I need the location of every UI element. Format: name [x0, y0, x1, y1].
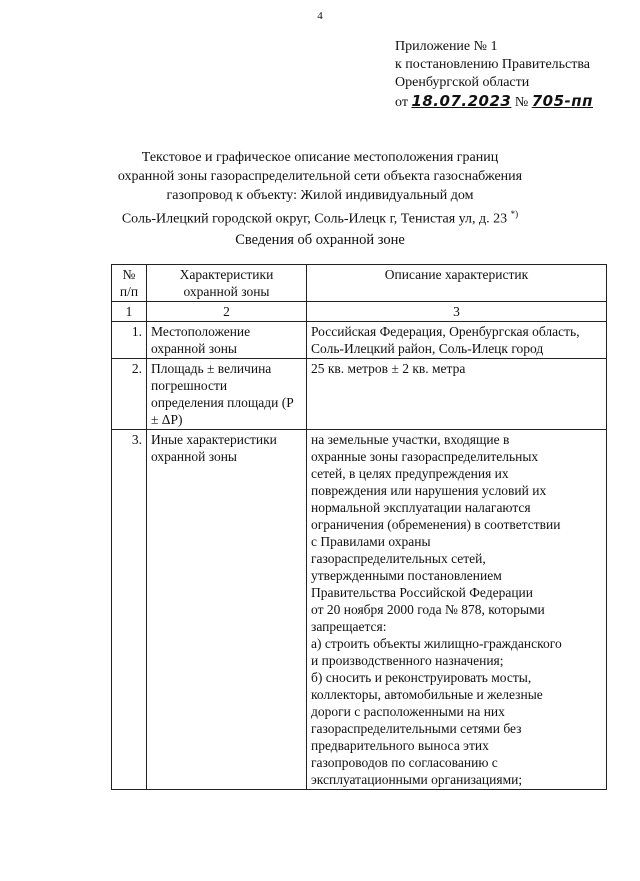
description-line: коллекторы, автомобильные и железные: [311, 687, 543, 702]
description-line: а) строить объекты жилищно-гражданского: [311, 636, 562, 651]
appendix-line: Оренбургской области: [395, 75, 530, 90]
table-header-row: [112, 265, 607, 302]
description-line: дороги с расположенными на них: [311, 704, 505, 719]
description-line: газораспределительных сетей,: [311, 551, 486, 566]
appendix-line: Приложение № 1: [395, 39, 498, 54]
description-line: утвержденными постановлением: [311, 568, 502, 583]
row-description: [307, 430, 607, 790]
handwritten-date: 18.07.2023: [411, 92, 512, 110]
appendix-date-line: [395, 92, 593, 112]
appendix-block: [395, 38, 593, 112]
title-address: Соль-Илецкий городской округ, Соль-Илецк г, Тенистая ул, д. 23: [121, 211, 508, 227]
description-line: Правительства Российской Федерации: [311, 585, 533, 600]
page-number: 4: [317, 10, 323, 22]
zone-table: [111, 264, 607, 790]
column-number-row: [112, 302, 607, 322]
description-line: на земельные участки, входящие в: [311, 432, 510, 447]
document-title: [0, 148, 640, 229]
header-number: № п/п: [112, 265, 147, 302]
description-line: запрещается:: [311, 619, 387, 634]
number-sign: №: [514, 95, 529, 110]
description-line: предварительного выноса этих: [311, 738, 489, 753]
title-line: газопровод к объекту: Жилой индивидуальный дом: [166, 188, 474, 203]
column-number: 2: [147, 302, 307, 322]
table-row: [112, 430, 607, 790]
section-subtitle: Сведения об охранной зоне: [235, 232, 405, 248]
title-line: охранной зоны газораспределительной сети объекта газоснабжения: [117, 169, 523, 184]
title-line: [0, 205, 640, 229]
description-line: от 20 ноября 2000 года № 878, которыми: [311, 602, 545, 617]
description-line: и производственного назначения;: [311, 653, 504, 668]
title-line: Текстовое и графическое описание местоположения границ: [141, 150, 499, 165]
table-row: [112, 359, 607, 430]
description-line: газопроводов по согласованию с: [311, 755, 498, 770]
row-characteristic: Местоположение охранной зоны: [147, 322, 307, 359]
footnote-mark: *): [510, 209, 519, 219]
description-line: газораспределительными сетями без: [311, 721, 522, 736]
row-description: Российская Федерация, Оренбургская область, Соль-Илецкий район, Соль-Илецк город: [307, 322, 607, 359]
row-number: 1.: [112, 322, 147, 359]
description-line: с Правилами охраны: [311, 534, 431, 549]
row-number: 2.: [112, 359, 147, 430]
row-characteristic: Площадь ± величина погрешности определения площади (P ± ΔP): [147, 359, 307, 430]
column-number: 3: [307, 302, 607, 322]
description-line: охранные зоны газораспределительных: [311, 449, 539, 464]
column-number: 1: [112, 302, 147, 322]
description-line: сетей, в целях предупреждения их: [311, 466, 509, 481]
description-line: повреждения или нарушения условий их: [311, 483, 547, 498]
table-row: [112, 322, 607, 359]
row-characteristic: Иные характеристики охранной зоны: [147, 430, 307, 790]
description-line: эксплуатационными организациями;: [311, 772, 523, 787]
header-characteristic: Характеристики охранной зоны: [147, 265, 307, 302]
handwritten-number: 705-пп: [531, 92, 593, 110]
description-line: нормальной эксплуатации налагаются: [311, 500, 531, 515]
appendix-line: к постановлению Правительства: [395, 57, 591, 72]
row-description: 25 кв. метров ± 2 кв. метра: [307, 359, 607, 430]
description-line: ограничения (обременения) в соответствии: [311, 517, 561, 532]
description-line: б) сносить и реконструировать мосты,: [311, 670, 532, 685]
row-number: 3.: [112, 430, 147, 790]
date-prefix: от: [395, 95, 408, 110]
header-description: Описание характеристик: [307, 265, 607, 302]
